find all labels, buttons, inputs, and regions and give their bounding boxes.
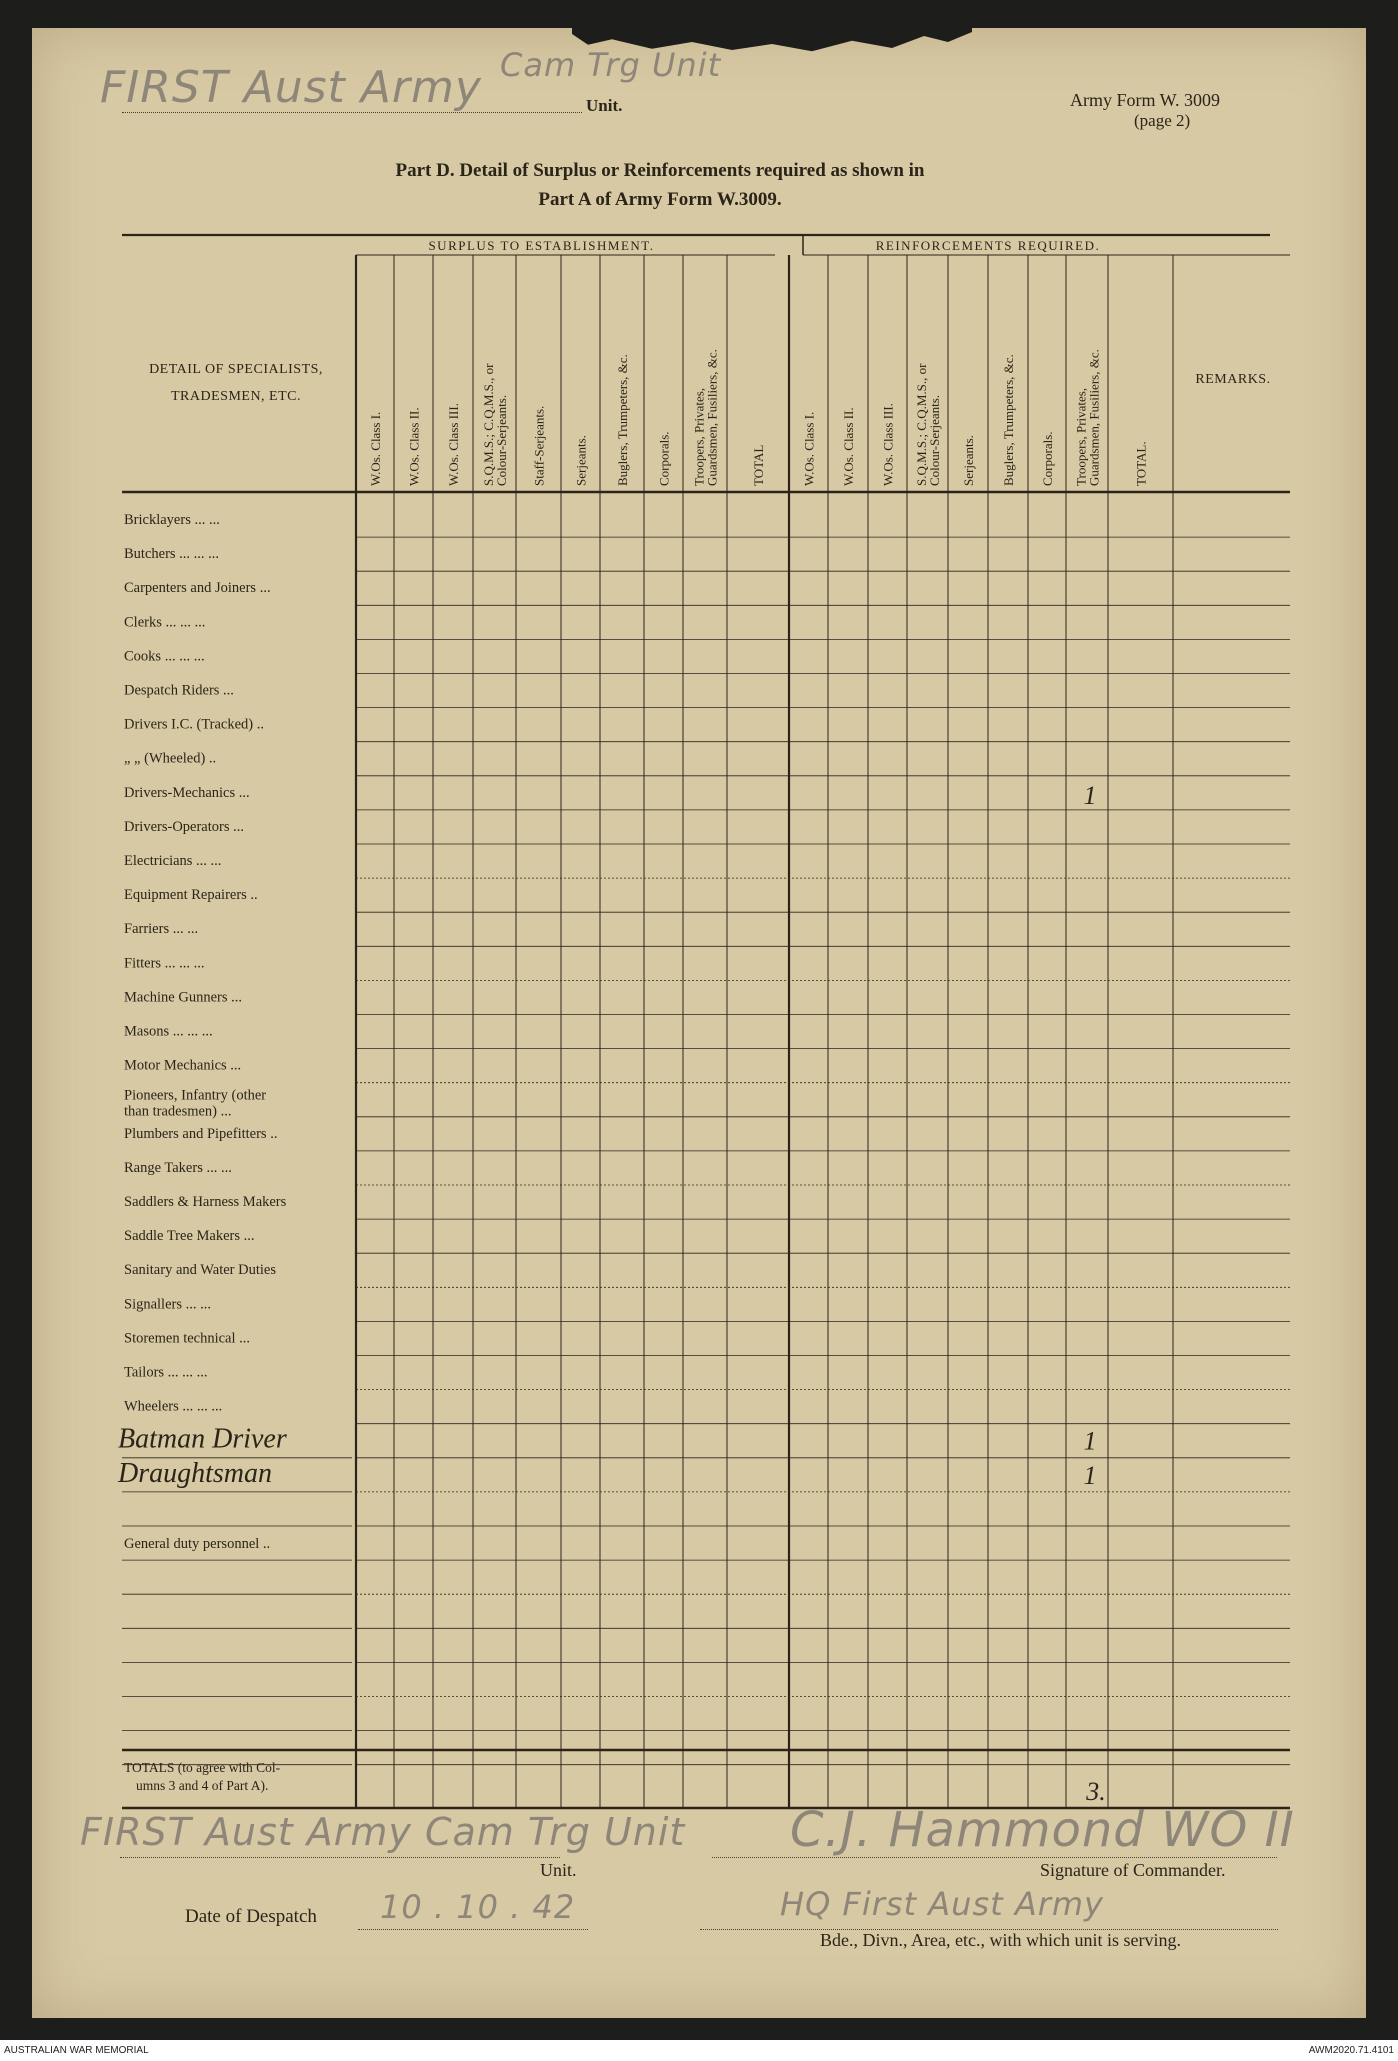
surplus-col-0-line-0: W.Os. Class I. xyxy=(368,411,383,486)
signature-line xyxy=(712,1857,1277,1858)
reinforcement-col-4-line-0: Serjeants. xyxy=(961,435,976,486)
row-label-11: Equipment Repairers .. xyxy=(124,887,258,904)
surplus-col-3-line-0: S.Q.M.S.; C.Q.M.S., or xyxy=(481,363,496,486)
reinforcement-col-3-line-1: Colour-Serjeants. xyxy=(927,394,942,486)
title-line-1: Part D. Detail of Surplus or Reinforcements required as shown in xyxy=(395,160,925,181)
row-label-24: Storemen technical ... xyxy=(124,1330,251,1347)
reinforcement-col-7-line-1: Guardsmen, Fusiliers, &c. xyxy=(1086,349,1102,486)
unit-handwritten: FIRST Aust Army xyxy=(100,62,482,113)
row-label-10: Electricians ... ... xyxy=(124,853,222,869)
detail-header-2: TRADESMEN, ETC. xyxy=(171,389,301,404)
surplus-col-8-line-0: Troopers, Privates, xyxy=(691,387,707,486)
date-handwritten: 10 . 10 . 42 xyxy=(380,1888,576,1926)
footer-unit-label: Unit. xyxy=(540,1860,577,1880)
formation-label: Bde., Divn., Area, etc., with which unit is serving. xyxy=(820,1930,1181,1950)
signature-label: Signature of Commander. xyxy=(1040,1860,1226,1880)
handwritten-row-label-0: Batman Driver xyxy=(118,1423,287,1455)
surplus-col-5-line-0: Serjeants. xyxy=(573,435,589,486)
surplus-col-6-line-0: Buglers, Trumpeters, &c. xyxy=(615,354,630,486)
reinforcements-header: REINFORCEMENTS REQUIRED. xyxy=(875,238,1101,253)
archive-right: AWM2020.71.4101 xyxy=(1308,2045,1394,2056)
row-label-12: Farriers ... ... xyxy=(124,921,199,938)
archive-left: AUSTRALIAN WAR MEMORIAL xyxy=(4,2045,149,2056)
row-label-17-cont: than tradesmen) ... xyxy=(124,1103,232,1120)
general-duty-label: General duty personnel .. xyxy=(124,1536,271,1552)
form-id: Army Form W. 3009 xyxy=(1070,90,1221,110)
totals-value: 3. xyxy=(1086,1777,1106,1806)
row-label-18: Plumbers and Pipefitters .. xyxy=(124,1125,278,1142)
row-label-6: Drivers I.C. (Tracked) .. xyxy=(124,716,265,733)
form-page: (page 2) xyxy=(1134,111,1191,130)
signature-handwritten: C.J. Hammond WO II xyxy=(790,1802,1295,1858)
remarks-header: REMARKS. xyxy=(1195,372,1271,387)
reinforcement-col-6-line-0: Corporals. xyxy=(1040,431,1055,486)
row-label-17: Pioneers, Infantry (other xyxy=(124,1087,267,1104)
footer-unit-line xyxy=(120,1857,560,1858)
totals-label-2: umns 3 and 4 of Part A). xyxy=(136,1778,269,1793)
reinforcement-col-8-line-0: TOTAL. xyxy=(1133,441,1149,486)
row-label-16: Motor Mechanics ... xyxy=(124,1057,242,1074)
row-label-22: Sanitary and Water Duties xyxy=(124,1262,276,1279)
title-line-2: Part A of Army Form W.3009. xyxy=(538,189,782,210)
row-label-15: Masons ... ... ... xyxy=(124,1023,213,1040)
row-label-3: Clerks ... ... ... xyxy=(124,614,206,631)
handwritten-row-value-0: 1 xyxy=(1083,1426,1097,1456)
date-line xyxy=(358,1929,588,1930)
totals-label-1: TOTALS (to agree with Col- xyxy=(124,1760,281,1775)
reinforcement-col-0-line-0: W.Os. Class I. xyxy=(801,411,817,486)
row-label-7: „ „ (Wheeled) .. xyxy=(124,750,217,767)
row-label-4: Cooks ... ... ... xyxy=(124,648,205,665)
handwritten-row-value-1: 1 xyxy=(1083,1460,1097,1490)
formation-handwritten: HQ First Aust Army xyxy=(780,1885,1104,1923)
unit-handwritten-extra: Cam Trg Unit xyxy=(500,46,722,84)
row-value-8: 1 xyxy=(1083,780,1097,810)
row-label-13: Fitters ... ... ... xyxy=(124,955,205,972)
row-label-0: Bricklayers ... ... xyxy=(124,512,220,528)
handwritten-row-label-1: Draughtsman xyxy=(118,1457,273,1489)
row-label-20: Saddlers & Harness Makers xyxy=(124,1194,287,1210)
row-label-25: Tailors ... ... ... xyxy=(124,1364,208,1381)
row-label-26: Wheelers ... ... ... xyxy=(124,1398,223,1415)
detail-header-1: DETAIL OF SPECIALISTS, xyxy=(149,362,323,377)
row-label-8: Drivers-Mechanics ... xyxy=(124,784,250,801)
row-label-14: Machine Gunners ... xyxy=(124,989,242,1006)
row-label-19: Range Takers ... ... xyxy=(124,1159,232,1176)
reinforcement-col-7-line-0: Troopers, Privates, xyxy=(1073,387,1089,486)
row-label-23: Signallers ... ... xyxy=(124,1296,211,1313)
surplus-col-2-line-0: W.Os. Class III. xyxy=(446,403,461,486)
surplus-col-8-line-1: Guardsmen, Fusiliers, &c. xyxy=(704,349,720,486)
footer-unit-handwritten: FIRST Aust Army Cam Trg Unit xyxy=(80,1810,686,1854)
reinforcement-col-2-line-0: W.Os. Class III. xyxy=(880,403,896,486)
surplus-col-4-line-0: Staff-Serjeants. xyxy=(531,405,547,486)
reinforcement-col-5-line-0: Buglers, Trumpeters, &c. xyxy=(1001,354,1016,486)
surplus-col-9-line-0: TOTAL xyxy=(751,444,766,486)
reinforcement-col-1-line-0: W.Os. Class II. xyxy=(841,407,856,486)
surplus-col-3-line-1: Colour-Serjeants. xyxy=(494,394,509,486)
row-label-2: Carpenters and Joiners ... xyxy=(124,580,271,597)
unit-label: Unit. xyxy=(586,96,623,115)
surplus-header: SURPLUS TO ESTABLISHMENT. xyxy=(428,238,655,253)
date-label: Date of Despatch xyxy=(185,1906,317,1927)
reinforcement-col-3-line-0: S.Q.M.S.; C.Q.M.S., or xyxy=(914,363,929,486)
row-label-1: Butchers ... ... ... xyxy=(124,546,220,563)
surplus-col-1-line-0: W.Os. Class II. xyxy=(406,407,422,486)
surplus-col-7-line-0: Corporals. xyxy=(656,431,672,486)
archive-bar xyxy=(0,2040,1398,2061)
row-label-21: Saddle Tree Makers ... xyxy=(124,1228,255,1245)
row-label-9: Drivers-Operators ... xyxy=(124,818,244,835)
row-label-5: Despatch Riders ... xyxy=(124,682,234,699)
